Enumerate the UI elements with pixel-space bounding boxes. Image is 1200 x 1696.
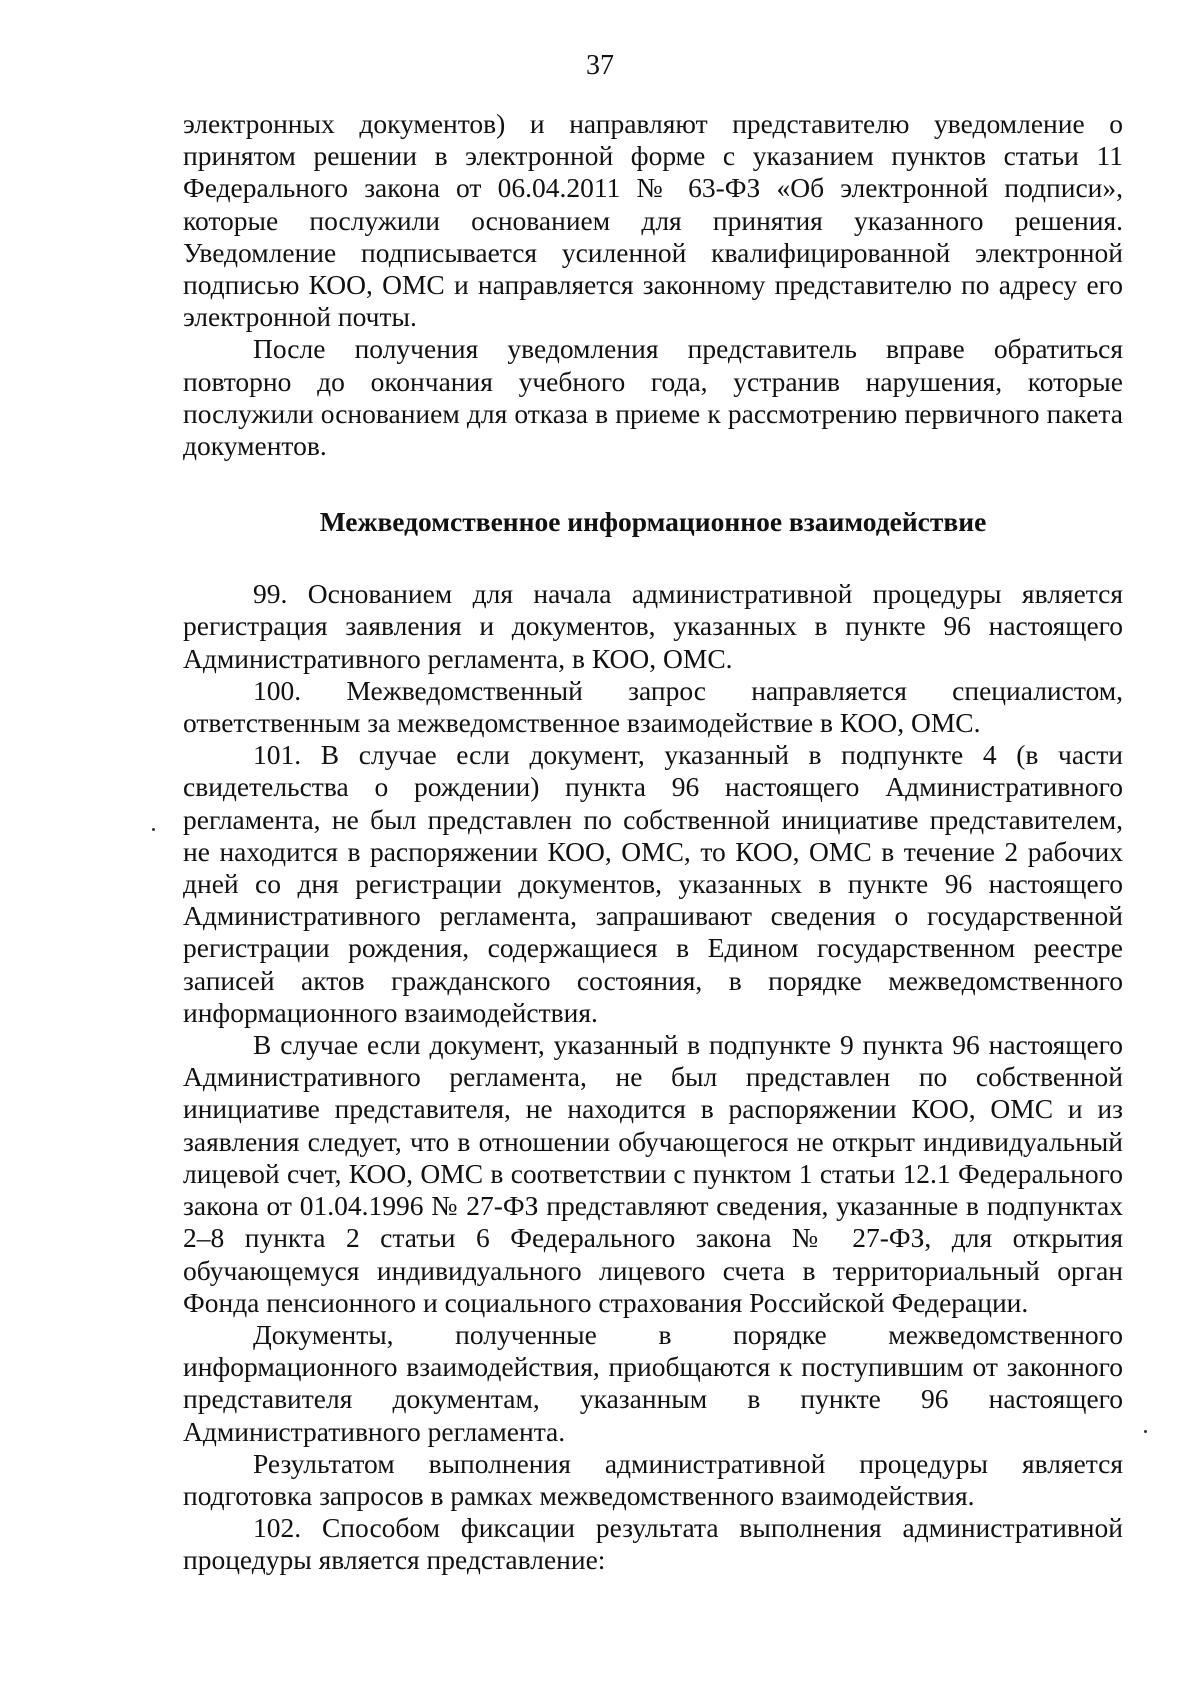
paragraph: Результатом выполнения административной процедуры является подготовка запросов в рамках межведомственного взаимодействия. [183,1447,1123,1511]
paragraph-102: 102. Способом фиксации результата выполнения административной процедуры является представление: [183,1512,1123,1576]
paragraph: Документы, полученные в порядке межведомственного информационного взаимодействия, приобщаются к поступившим от законного представителя документам, указанным в пункте 96 настоящего Административного регламента. [183,1318,1123,1447]
paragraph: электронных документов) и направляют представителю уведомление о принятом решении в электронной форме с указанием пунктов статьи 11 Федерального закона от 06.04.2011 № 63-ФЗ «Об электронной подписи», которые послужили основанием для принятия указанного решения. Уведомление подписывается усиленной квалифицированной электронной подписью КОО, ОМС и направляется законному представителю по адресу его электронной почты. [183,108,1123,333]
paragraph: После получения уведомления представитель вправе обратиться повторно до окончания учебного года, устранив нарушения, которые послужили основанием для отказа в приеме к рассмотрению первичного пакета документов. [183,333,1123,462]
section-heading: Межведомственное информационное взаимодействие [319,506,987,538]
paragraph-99: 99. Основанием для начала административной процедуры является регистрация заявления и документов, указанных в пункте 96 настоящего Административного регламента, в КОО, ОМС. [183,578,1123,674]
paragraph-101: 101. В случае если документ, указанный в подпункте 4 (в части свидетельства о рождении) пункта 96 настоящего Административного регламента, не был представлен по собственной инициативе представителем, не находится в распоряжении КОО, ОМС, то КОО, ОМС в течение 2 рабочих дней со дня регистрации документов, указанных в пункте 96 настоящего Административного регламента, запрашивают сведения о государственной регистрации рождения, содержащиеся в Едином государственном реестре записей актов гражданского состояния, в порядке межведомственного информационного взаимодействия. [183,739,1123,1028]
page-number: 37 [586,50,614,81]
paragraph-100: 100. Межведомственный запрос направляется специалистом, ответственным за межведомственное взаимодействие в КОО, ОМС. [183,674,1123,739]
document-body [183,108,1123,1577]
paragraph: В случае если документ, указанный в подпункте 9 пункта 96 настоящего Административного регламента, не был представлен по собственной инициативе представителя, не находится в распоряжении КОО, ОМС и из заявления следует, что в отношении обучающегося не открыт индивидуальный лицевой счет, КОО, ОМС в соответствии с пунктом 1 статьи 12.1 Федерального закона от 01.04.1996 № 27-ФЗ представляют сведения, указанные в подпунктах 2–8 пункта 2 статьи 6 Федерального закона № 27-ФЗ, для открытия обучающемуся индивидуального лицевого счета в территориальный орган Фонда пенсионного и социального страхования Российской Федерации. [183,1029,1123,1318]
scan-speck [1144,1430,1147,1433]
scan-speck [152,828,155,831]
